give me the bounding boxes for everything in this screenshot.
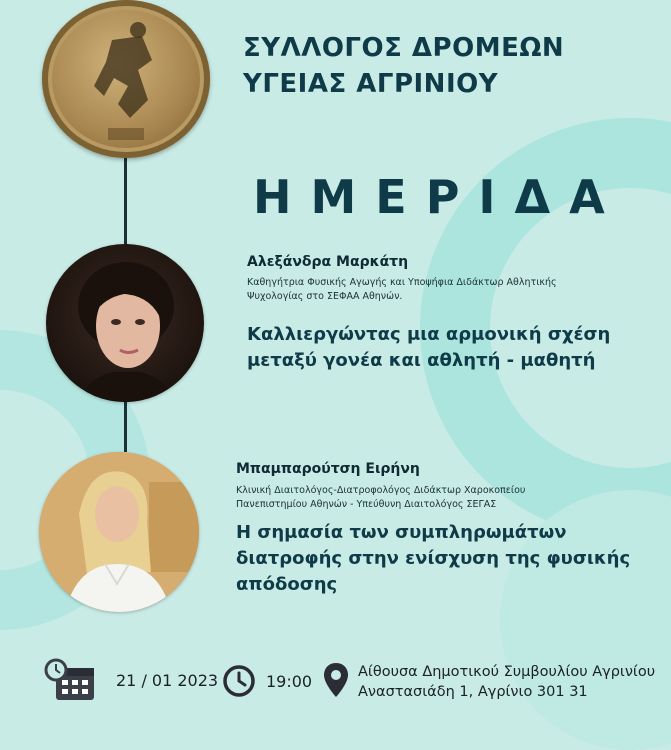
event-details-footer bbox=[0, 650, 671, 717]
speaker-photo-1 bbox=[46, 244, 204, 402]
speaker-2-talk-line: απόδοσης bbox=[236, 574, 338, 595]
speaker-2-bio bbox=[236, 484, 525, 512]
speaker-1-talk-line: Καλλιεργώντας μια αρμονική σχέση bbox=[247, 324, 611, 345]
event-venue bbox=[358, 662, 655, 702]
organization-line1: ΣΥΛΛΟΓΟΣ ΔΡΟΜΕΩΝ bbox=[243, 33, 565, 63]
venue-line1: Αίθουσα Δημοτικού Συμβουλίου Αγρινίου bbox=[358, 664, 656, 680]
speaker-photo-2 bbox=[39, 452, 199, 612]
event-time-text: 19:00 bbox=[266, 671, 313, 691]
speaker-1-bio-line: Ψυχολογίας στο ΣΕΦΑΑ Αθηνών. bbox=[247, 291, 403, 302]
speaker-1-name: Αλεξάνδρα Μαρκάτη bbox=[247, 254, 409, 270]
speaker-2-talk-line: διατροφής στην ενίσχυση της φυσικής bbox=[236, 548, 631, 569]
speaker-2-bio-line: Πανεπιστημίου Αθηνών - Υπεύθυνη Διαιτολόγος ΣΕΓΑΣ bbox=[236, 499, 497, 510]
speaker-1-bio bbox=[247, 276, 557, 304]
organization-name bbox=[243, 30, 564, 102]
connector-line bbox=[124, 158, 127, 244]
speaker-2-bio-line: Κλινική Διαιτολόγος-Διατροφολόγος Διδάκτωρ Χαροκοπείου bbox=[236, 485, 526, 496]
speaker-2-talk-title bbox=[236, 520, 630, 598]
event-date bbox=[44, 658, 218, 702]
event-location bbox=[323, 662, 349, 698]
location-pin-icon bbox=[323, 662, 349, 698]
event-date-text: 21 / 01 2023 bbox=[116, 670, 219, 690]
event-title: ΗΜΕΡΙΔΑ bbox=[253, 170, 624, 224]
runner-emblem-icon bbox=[42, 0, 210, 158]
connector-line bbox=[124, 400, 127, 452]
speaker-2-name: Μπαμπαρούτση Ειρήνη bbox=[236, 461, 420, 477]
speaker-1-talk-line: μεταξύ γονέα και αθλητή - μαθητή bbox=[247, 350, 596, 371]
club-logo-medal bbox=[42, 0, 210, 158]
clock-icon bbox=[222, 664, 256, 698]
venue-line2: Αναστασιάδη 1, Αγρίνιο 301 31 bbox=[358, 684, 588, 700]
speaker-2-talk-line: Η σημασία των συμπληρωμάτων bbox=[236, 522, 567, 543]
event-time bbox=[222, 664, 312, 698]
speaker-1-bio-line: Καθηγήτρια Φυσικής Αγωγής και Υποψήφια Διδάκτωρ Αθλητικής bbox=[247, 277, 557, 288]
speaker-1-talk-title bbox=[247, 322, 610, 374]
calendar-clock-icon bbox=[44, 658, 98, 702]
organization-line2: ΥΓΕΙΑΣ ΑΓΡΙΝΙΟΥ bbox=[243, 69, 499, 99]
